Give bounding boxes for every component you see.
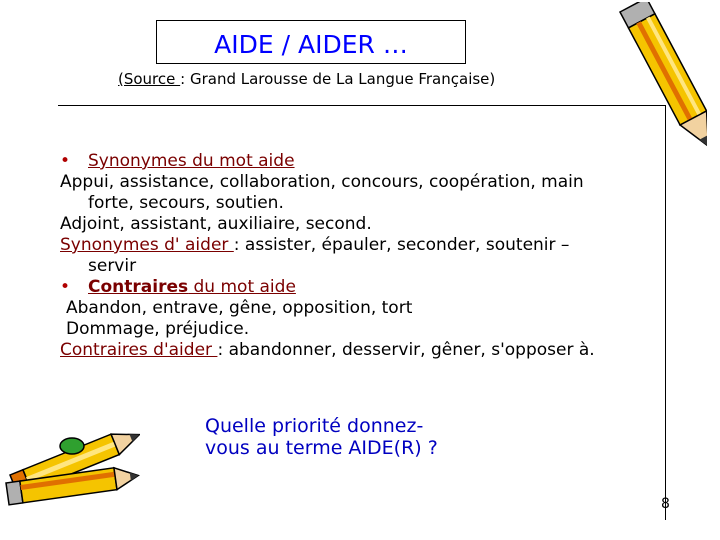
contraires-line-2 xyxy=(60,319,660,340)
bullet-synonymes xyxy=(60,151,660,172)
synonymes-text-2: Adjoint, assistant, auxiliaire, second. xyxy=(60,214,372,234)
source-line xyxy=(118,70,495,88)
contraires-line-1 xyxy=(60,298,660,319)
contraires-heading-rest: du mot aide xyxy=(188,277,296,297)
pencil-icon-bottom-left-2 xyxy=(0,455,140,540)
synonymes-text-1: Appui, assistance, collaboration, concours, coopération, main xyxy=(60,172,584,192)
contraires-aider-heading: Contraires d'aider xyxy=(60,340,218,360)
contraires-text-2: Dommage, préjudice. xyxy=(66,319,250,339)
synonymes-aider-line-b xyxy=(60,256,660,277)
synonymes-aider-heading: Synonymes d' aider xyxy=(60,235,234,255)
synonymes-aider-line xyxy=(60,235,660,256)
eraser-icon xyxy=(56,432,96,462)
question-line-2: vous au terme AIDE(R) ? xyxy=(205,437,438,459)
contraires-heading-bold: Contraires xyxy=(88,277,189,297)
contraires-aider-line xyxy=(60,340,660,361)
bullet-marker: • xyxy=(60,151,71,171)
synonymes-aider-text-b: servir xyxy=(88,256,137,276)
slide-title xyxy=(156,20,466,64)
contraires-text-1: Abandon, entrave, gêne, opposition, tort xyxy=(66,298,413,318)
synonymes-aider-text: : assister, épauler, seconder, soutenir – xyxy=(233,235,570,255)
synonymes-line-1 xyxy=(60,172,660,193)
source-text: : Grand Larousse de La Langue Française) xyxy=(180,70,496,88)
synonymes-heading: Synonymes du mot aide xyxy=(88,151,295,171)
synonymes-line-2 xyxy=(60,214,660,235)
question-line-1: Quelle priorité donnez- xyxy=(205,415,424,437)
contraires-aider-text: : abandonner, desservir, gêner, s'opposer à. xyxy=(217,340,595,360)
bullet-contraires xyxy=(60,277,660,298)
bullet-marker: • xyxy=(60,277,71,297)
synonymes-line-1b xyxy=(60,193,660,214)
slide-title-text: AIDE / AIDER … xyxy=(214,29,408,59)
page-number: 8 xyxy=(661,496,670,512)
synonymes-text-1b: forte, secours, soutien. xyxy=(88,193,284,213)
pencil-icon-top-right xyxy=(592,2,707,172)
content-text xyxy=(60,151,660,361)
question-text xyxy=(205,415,525,459)
source-label: (Source xyxy=(118,70,181,88)
